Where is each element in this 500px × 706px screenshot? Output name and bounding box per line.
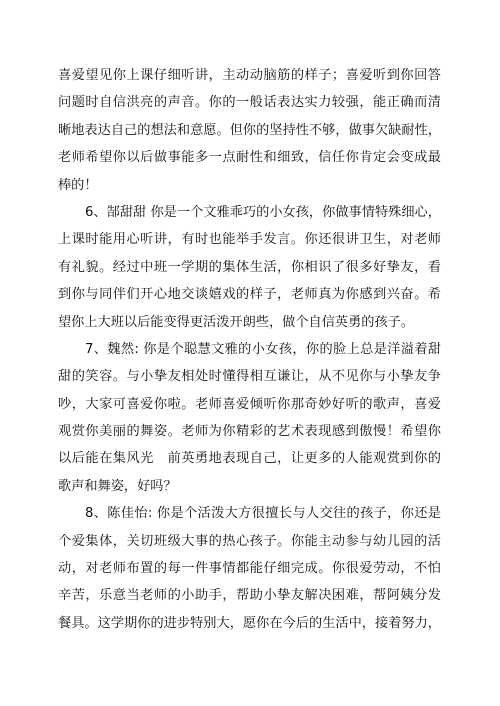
text-line: 上课时能用心听讲，有时也能举手发言。你还很讲卫生，对老师 xyxy=(58,232,441,248)
paragraph-intro-continued xyxy=(58,62,441,199)
text-line: 有礼貌。经过中班一学期的集体生活，你相识了很多好挚友，看 xyxy=(58,259,441,275)
text-line: 观赏你美丽的舞姿。老师为你精彩的艺术表现感到傲慢！希望你 xyxy=(58,424,441,440)
text-line: 问题时自信洪亮的声音。你的一般话表达实力较强，能正确而清 xyxy=(58,95,441,111)
paragraph-student-7 xyxy=(58,336,441,500)
text-line: 歌声和舞姿，好吗？ xyxy=(58,478,177,494)
text-line: 晰地表达自己的想法和意愿。但你的坚持性不够，做事欠缺耐性， xyxy=(58,122,441,138)
text-line: 甜的笑容。与小挚友相处时懂得相互谦让，从不见你与小挚友争 xyxy=(58,369,441,385)
text-line: 棒的！ xyxy=(58,177,98,193)
text-line: 老师希望你以后做事能多一点耐性和细致，信任你肯定会变成最 xyxy=(58,150,441,166)
text-line: 以后能在集风光 前英勇地表现自己，让更多的人能观赏到你的 xyxy=(58,451,441,467)
text-line: 吵，大家可喜爱你啦。老师喜爱倾听你那奇妙好听的歌声，喜爱 xyxy=(58,396,441,412)
text-line: 到你与同伴们开心地交谈嬉戏的样子，老师真为你感到兴奋。希 xyxy=(58,287,441,303)
document-body xyxy=(58,62,441,637)
text-line: 个爱集体，关切班级大事的热心孩子。你能主动参与幼儿园的活 xyxy=(58,533,441,549)
text-line: 动，对老师布置的每一件事情都能仔细完成。你很爱劳动，不怕 xyxy=(58,561,441,577)
paragraph-student-6 xyxy=(58,199,441,336)
text-line: 6、郜甜甜 你是一个文雅乖巧的小女孩，你做事情特殊细心， xyxy=(85,204,441,220)
text-line: 7、魏然: 你是个聪慧文雅的小女孩，你的脸上总是洋溢着甜 xyxy=(85,341,441,357)
text-line: 喜爱望见你上课仔细听讲，主动动脑筋的样子；喜爱听到你回答 xyxy=(58,68,441,83)
text-line: 辛苦，乐意当老师的小助手，帮助小挚友解决困难，帮阿姨分发 xyxy=(58,588,441,604)
text-line: 8、陈佳怡: 你是个活泼大方很擅长与人交往的孩子，你还是 xyxy=(85,506,441,522)
paragraph-student-8 xyxy=(58,500,441,637)
text-line: 望你上大班以后能变得更活泼开朗些，做个自信英勇的孩子。 xyxy=(58,314,415,330)
text-line: 餐具。这学期你的进步特别大，愿你在今后的生活中，接着努力， xyxy=(58,615,441,631)
